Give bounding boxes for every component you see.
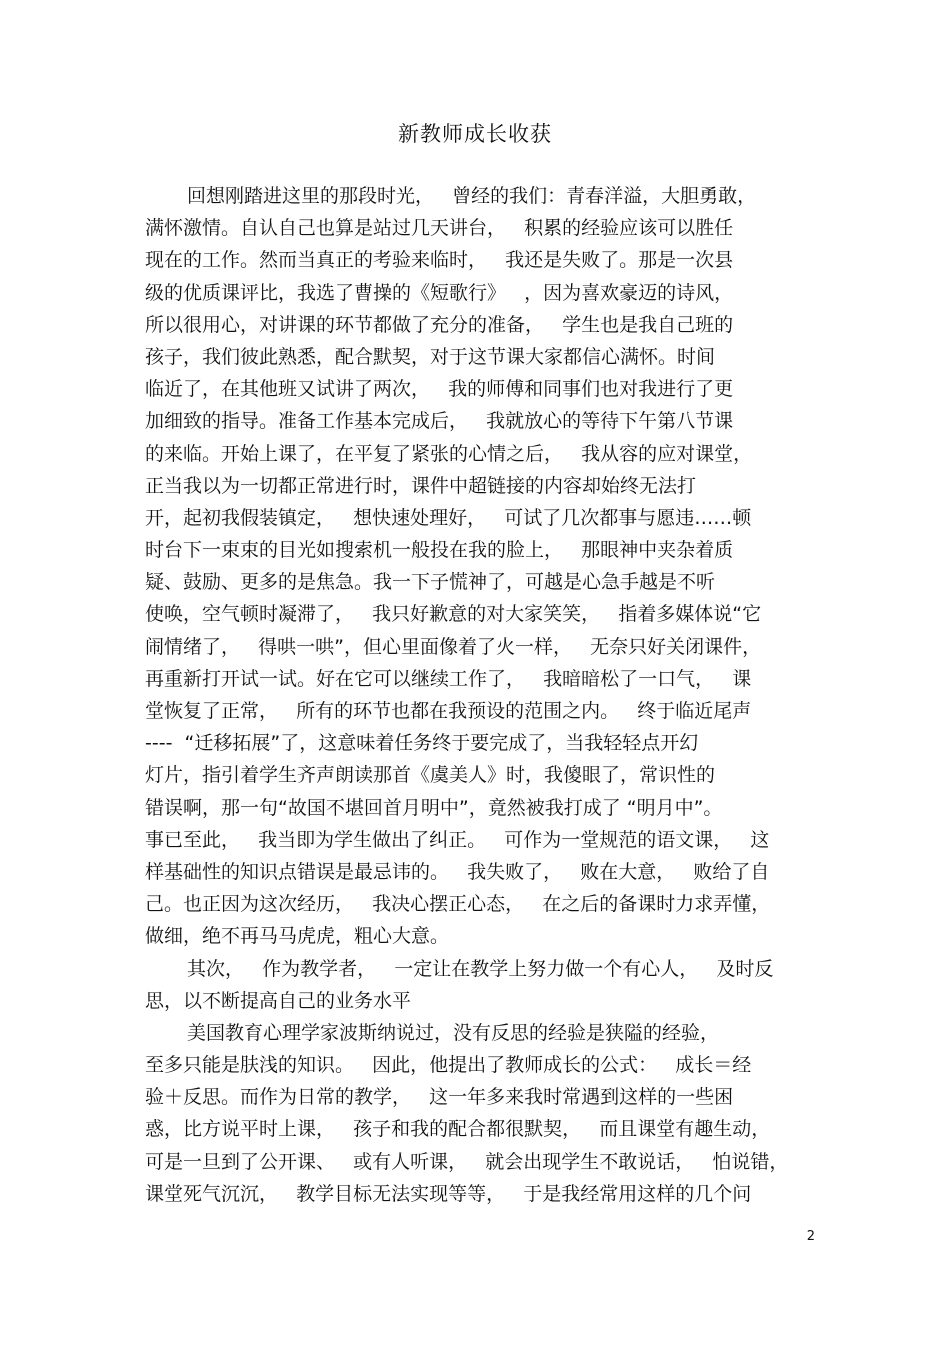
text-line: 做细，绝不再马马虎虎，粗心大意。	[145, 925, 450, 948]
text-line: 开，起初我假装镇定， 想快速处理好， 可试了几次都事与愿违……顿	[145, 506, 752, 529]
text-line: 级的优质课评比，我选了曹操的《短歌行》 ，因为喜欢豪迈的诗风，	[145, 281, 734, 304]
text-line: 至多只能是肤浅的知识。 因此，他提出了教师成长的公式： 成长＝经	[145, 1054, 752, 1077]
text-line: 惑，比方说平时上课， 孩子和我的配合都很默契， 而且课堂有趣生动，	[145, 1118, 771, 1141]
text-line: 加细致的指导。准备工作基本完成后， 我就放心的等待下午第八节课	[145, 410, 734, 433]
text-line: 事已至此， 我当即为学生做出了纠正。 可作为一堂规范的语文课， 这	[145, 828, 770, 851]
text-line: 所以很用心，对讲课的环节都做了充分的准备， 学生也是我自己班的	[145, 313, 734, 336]
text-line: 错误啊，那一句“故国不堪回首月明中”，竟然被我打成了 “明月中”。	[145, 796, 723, 819]
text-line: 孩子，我们彼此熟悉，配合默契，对于这节课大家都信心满怀。时间	[145, 345, 716, 368]
text-line: 时台下一束束的目光如搜索机一般投在我的脸上， 那眼神中夹杂着质	[145, 539, 734, 562]
text-line: 美国教育心理学家波斯纳说过，没有反思的经验是狭隘的经验，	[187, 1021, 720, 1044]
text-line: 疑、鼓励、更多的是焦急。我一下子慌神了，可越是心急手越是不听	[145, 571, 716, 594]
text-line: 的来临。开始上课了，在平复了紧张的心情之后， 我从容的应对课堂，	[145, 442, 753, 465]
text-line: 闹情绪了， 得哄一哄”，但心里面像着了火一样， 无奈只好关闭课件，	[145, 635, 762, 658]
text-line: 满怀激情。自认自己也算是站过几天讲台， 积累的经验应该可以胜任	[145, 217, 734, 240]
text-line: ---- “迁移拓展”了，这意味着任务终于要完成了，当我轻轻点开幻	[145, 732, 699, 755]
text-line: 再重新打开试一试。好在它可以继续工作了， 我暗暗松了一口气， 课	[145, 667, 752, 690]
text-line: 样基础性的知识点错误是最忌讳的。 我失败了， 败在大意， 败给了自	[145, 860, 770, 883]
text-line: 临近了，在其他班又试讲了两次， 我的师傅和同事们也对我进行了更	[145, 378, 734, 401]
text-line: 使唤，空气顿时凝滞了， 我只好歉意的对大家笑笑， 指着多媒体说“它	[145, 603, 762, 626]
page-number: 2	[806, 1229, 815, 1244]
text-line: 灯片，指引着学生齐声朗读那首《虞美人》时，我傻眼了，常识性的	[145, 764, 716, 787]
text-line: 思，以不断提高自己的业务水平	[145, 989, 412, 1012]
text-line: 正当我以为一切都正常进行时，课件中超链接的内容却始终无法打	[145, 474, 697, 497]
text-line: 己。也正因为这次经历， 我决心摆正心态， 在之后的备课时力求弄懂，	[145, 893, 771, 916]
text-line: 回想刚踏进这里的那段时光， 曾经的我们：青春洋溢，大胆勇敢，	[187, 185, 757, 207]
text-line: 现在的工作。然而当真正的考验来临时， 我还是失败了。那是一次县	[145, 249, 734, 272]
document-body	[145, 180, 815, 1210]
document-title: 新教师成长收获	[398, 122, 552, 146]
text-line: 验＋反思。而作为日常的教学， 这一年多来我时常遇到这样的一些困	[145, 1086, 734, 1109]
text-line: 课堂死气沉沉， 教学目标无法实现等等， 于是我经常用这样的几个问	[145, 1182, 752, 1205]
text-line: 其次， 作为教学者， 一定让在教学上努力做一个有心人， 及时反	[187, 957, 774, 980]
text-line: 可是一旦到了公开课、 或有人听课， 就会出现学生不敢说话， 怕说错，	[145, 1150, 789, 1173]
text-line: 堂恢复了正常， 所有的环节也都在我预设的范围之内。 终于临近尾声	[145, 700, 752, 722]
